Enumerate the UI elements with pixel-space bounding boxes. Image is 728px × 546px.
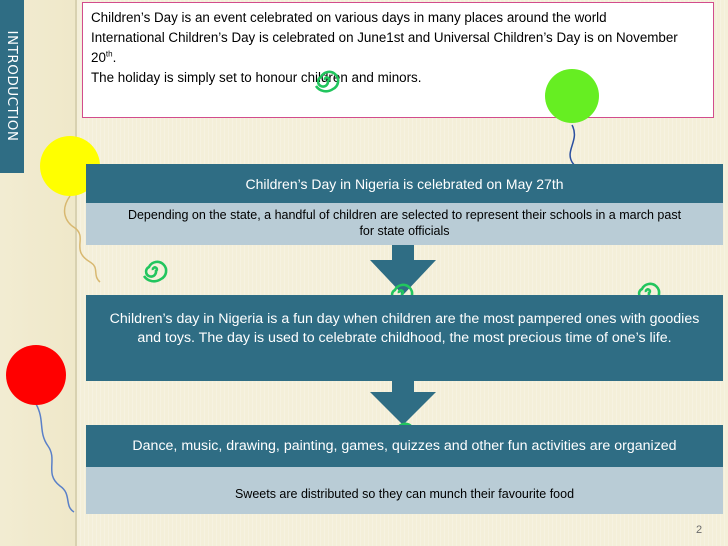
down-arrow-icon (370, 381, 436, 425)
intro-line-3: The holiday is simply set to honour children and minors. (91, 70, 422, 85)
step1-heading: Children’s Day in Nigeria is celebrated on May 27th (86, 164, 723, 203)
step1-detail: Depending on the state, a handful of children are selected to represent their schools in a march past for state officials (86, 203, 723, 245)
step3-detail: Sweets are distributed so they can munch their favourite food (86, 467, 723, 514)
intro-line-2-end: . (112, 50, 117, 65)
intro-line-1: Children’s Day is an event celebrated on various days in many places around the world (91, 10, 607, 25)
intro-line-2-text: International Children’s Day is celebrated on June1st and Universal Children’s Day is on November 20 (91, 30, 678, 65)
step3-heading: Dance, music, drawing, painting, games, quizzes and other fun activities are organized (86, 425, 723, 467)
down-arrow-icon (370, 245, 436, 295)
step2-heading: Children’s day in Nigeria is a fun day when children are the most pampered ones with goodies and toys. The day is used to celebrate childhood, the most precious time of one’s life. (86, 295, 723, 381)
page-number: 2 (696, 524, 703, 536)
intro-line-2-superscript: th (105, 49, 113, 59)
balloon-string (36, 404, 74, 512)
swirl-icon (316, 72, 338, 91)
swirl-icon (144, 262, 166, 281)
section-tab-label: INTRODUCTION (4, 30, 20, 142)
red-balloon-icon (6, 345, 66, 405)
green-balloon-icon (545, 69, 599, 123)
